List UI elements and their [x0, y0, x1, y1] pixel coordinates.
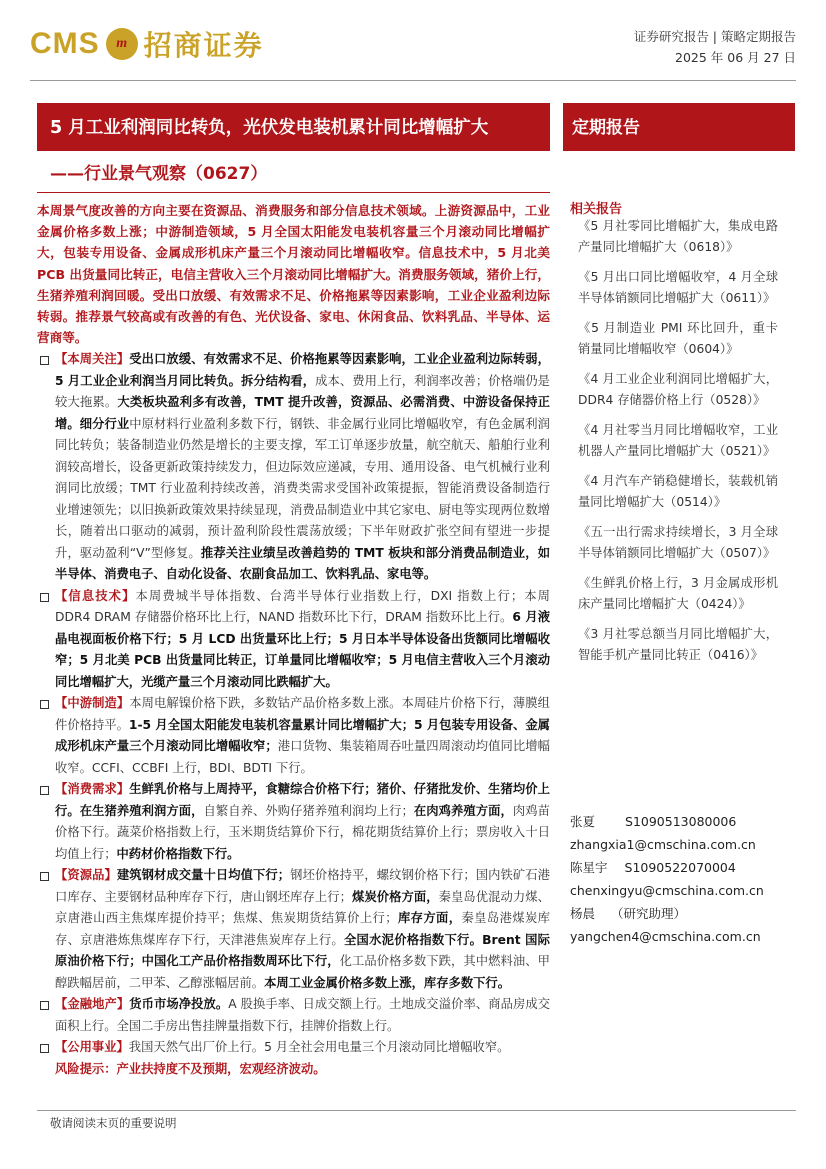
text-bold: 本周工业金属价格多数上涨，库存多数下行。	[264, 975, 511, 990]
text-bold: 受出口放缓、有效需求不足、价格拖累等因素影响，工业企业盈利边际转弱，5 月工业企业利润当月同比转负。拆分结构看，	[55, 352, 550, 388]
author-row	[570, 810, 764, 833]
checkbox-bullet-icon	[40, 786, 49, 795]
author-id: （研究助理）	[611, 906, 687, 921]
checkbox-bullet-icon	[40, 700, 49, 709]
footer-note: 敬请阅读末页的重要说明	[50, 1116, 177, 1130]
related-report-item[interactable]: 《4 月社零当月同比增幅收窄，工业机器人产量同比增幅扩大（0521）》	[578, 423, 778, 458]
side-title: 定期报告	[572, 118, 640, 138]
text-bold: 生鲜乳价格与上周持平，食糖综合价格下行；猪价、仔猪批发价、生猪均价上行。在生猪养殖利润方面，	[55, 782, 550, 818]
report-date: 2025 年 06 月 27 日	[675, 50, 796, 65]
text-bold: 煤炭价格方面，	[351, 889, 439, 904]
text-bold: 在肉鸡养殖方面，	[413, 803, 513, 818]
text-bold: 6 月液晶电视面板价格下行；5 月 LCD 出货量环比上行；5 月日本半导体设备出货额同比增幅收窄；5 月北美 PCB 出货量同比转正，订单量同比增幅收窄；5 月电信主营收入三个月滚动同比增幅扩大，光缆产量三个月滚动同比跌幅扩大。	[55, 610, 550, 689]
text: 肉鸡苗价格下行。蔬菜价格指数上行，玉米期货结算价下行，棉花期货结算价上行；票房收入十日均值上行；	[55, 803, 550, 861]
text: 成本、费用上行，利润率改善；价格端仍是较大拖累。	[55, 373, 550, 409]
header-meta	[634, 26, 796, 68]
text: 秦皇岛港煤炭库存、京唐港炼焦煤库存下行，天津港焦炭库存上行。	[55, 911, 550, 947]
section-tag: 【金融地产】	[55, 997, 130, 1011]
report-subtitle: ——行业景气观察（0627）	[50, 164, 268, 184]
subtitle-divider	[37, 192, 550, 193]
text-bold: 库存方面，	[397, 911, 462, 925]
author-email[interactable]: zhangxia1@cmschina.com.cn	[570, 837, 756, 852]
related-report-item[interactable]: 《5 月制造业 PMI 环比回升，重卡销量同比增幅收窄（0604）》	[578, 321, 778, 356]
header-divider	[30, 80, 796, 81]
logo-emblem-icon: m	[106, 28, 138, 60]
logo-text: CMS	[30, 27, 100, 60]
author-name: 张夏	[570, 814, 596, 829]
text-bold: 推荐关注业绩呈改善趋势的 TMT 板块和部分消费品制造业，如半导体、消费电子、自动化设备、农副食品加工、饮料乳品、家电等。	[55, 545, 551, 581]
section-resource	[37, 865, 550, 994]
text-bold: 中药材价格指数下行。	[116, 846, 240, 861]
text: 化工品价格多数下跌，其中燃料油、甲醇跌幅居前，二甲苯、乙醇涨幅居前。	[55, 954, 550, 990]
report-title: 5 月工业利润同比转负，光伏发电装机累计同比增幅扩大	[50, 118, 489, 138]
related-report-item[interactable]: 《5 月出口同比增幅收窄，4 月全球半导体销额同比增幅扩大（0611）》	[578, 270, 778, 305]
section-finance	[37, 994, 550, 1037]
checkbox-bullet-icon	[40, 356, 49, 365]
text: 秦皇岛优混动力煤、京唐港山西主焦煤库提价持平；焦煤、焦炭期货结算价上行；	[55, 889, 550, 925]
text-bold: 全国水泥价格指数下行。Brent 国际原油价格下行；中国化工产品价格指数周环比下行，	[55, 932, 550, 968]
section-tag: 【消费需求】	[55, 782, 130, 796]
section-utility	[37, 1037, 550, 1059]
company-logo	[30, 22, 264, 66]
related-report-item[interactable]: 《4 月工业企业利润同比增幅扩大，DDR4 存储器价格上行（0528）》	[578, 372, 778, 407]
text-bold: 建筑钢材成交量十日均值下行；	[116, 868, 291, 882]
risk-warning: 风险提示：产业扶持度不及预期，宏观经济波动。	[55, 1061, 326, 1076]
logo-company-name: 招商证券	[143, 29, 264, 62]
checkbox-bullet-icon	[40, 593, 49, 602]
author-email[interactable]: chenxingyu@cmschina.com.cn	[570, 883, 764, 898]
text: 我国天然气出厂价上行。5 月全社会用电量三个月滚动同比增幅收窄。	[128, 1040, 510, 1054]
text-bold: 大类板块盈利多有改善，TMT 提升改善，资源品、必需消费、中游设备保持正增。细分行业	[55, 395, 550, 431]
related-report-item[interactable]: 《3 月社零总额当月同比增幅扩大，智能手机产量同比转正（0416）》	[578, 627, 778, 662]
text: 自繁自养、外购仔猪养殖利润均上行；	[203, 803, 414, 818]
report-type: 证券研究报告 | 策略定期报告	[633, 29, 796, 44]
text: A 股换手率、日成交额上行。土地成交溢价率、商品房成交面积上行。全国二手房出售挂牌量指数下行，挂牌价指数上行。	[55, 997, 550, 1033]
section-mid	[37, 693, 550, 779]
author-name: 杨晨	[570, 906, 596, 921]
checkbox-bullet-icon	[40, 1044, 49, 1053]
text: 本周电解镍价格下跌，多数钴产品价格多数上涨。本周硅片价格下行，薄膜组件价格持平。	[55, 696, 550, 732]
checkbox-bullet-icon	[40, 1001, 49, 1010]
section-focus	[37, 349, 550, 586]
author-id: S1090513080006	[625, 814, 737, 829]
text: 本周费城半导体指数、台湾半导体行业指数上行，DXI 指数上行；本周 DDR4 DRAM 存储器价格环比上行，NAND 指数环比下行，DRAM 指数环比上行。	[55, 588, 550, 624]
author-row	[570, 902, 764, 925]
text: 港口货物、集装箱周吞吐量四周滚动均值同比增幅收窄。CCFI、CCBFI 上行，BDI、BDTI 下行。	[55, 739, 550, 775]
section-tag: 【公用事业】	[55, 1040, 129, 1054]
section-tag: 【中游制造】	[55, 696, 130, 710]
summary-paragraph: 本周景气度改善的方向主要在资源品、消费服务和部分信息技术领域。上游资源品中，工业金属价格多数上涨；中游制造领域，5 月全国太阳能发电装机容量三个月滚动同比增幅扩大，包装专用设备、金属成形机床产量三个月滚动同比增幅收窄。信息技术中，5 月北美 PCB 出货量同比转正，电信主营收入三个月滚动同比增幅扩大。消费服务领域，猪价上行，生猪养殖利润回暖。受出口放缓、有效需求不足、价格拖累等因素影响，工业企业盈利边际转弱。推荐景气较高或有改善的有色、光伏设备、家电、休闲食品、饮料乳品、半导体、运营商等。	[37, 203, 550, 346]
author-name: 陈星宇	[570, 860, 608, 875]
related-report-item[interactable]: 《4 月汽车产销稳健增长，装载机销量同比增幅扩大（0514）》	[578, 474, 778, 509]
text: 钢坯价格持平，螺纹钢价格下行；国内铁矿石港口库存、主要钢材品种库存下行，唐山钢坯库存上行；	[55, 868, 550, 904]
author-email[interactable]: yangchen4@cmschina.com.cn	[570, 929, 761, 944]
section-it	[37, 586, 550, 694]
related-report-item[interactable]: 《五一出行需求持续增长，3 月全球半导体销额同比增幅扩大（0507）》	[578, 525, 778, 560]
related-reports-list	[578, 216, 778, 675]
author-id: S1090522070004	[624, 860, 736, 875]
author-row	[570, 856, 764, 879]
text-bold: 1-5 月全国太阳能发电装机容量累计同比增幅扩大；5 月包装专用设备、金属成形机床产量三个月滚动同比增幅收窄；	[55, 717, 550, 753]
section-consumer	[37, 779, 550, 865]
related-report-item[interactable]: 《生鲜乳价格上行，3 月金属成形机床产量同比增幅扩大（0424）》	[578, 576, 778, 611]
related-report-item[interactable]: 《5 月社零同比增幅扩大，集成电路产量同比增幅扩大（0618）》	[578, 219, 778, 254]
related-reports-heading: 相关报告	[570, 202, 623, 217]
author-list	[570, 810, 764, 948]
section-tag: 【资源品】	[55, 868, 117, 882]
checkbox-bullet-icon	[40, 872, 49, 881]
section-tag: 【信息技术】	[55, 588, 136, 603]
report-body	[37, 349, 550, 1080]
section-tag: 【本周关注】	[55, 352, 130, 366]
footer-divider	[37, 1110, 796, 1111]
text: 中原材料行业盈利多数下行，钢铁、非金属行业同比增幅收窄，有色金属利润同比转负；装备制造业仍然是增长的主要支撑，军工订单逐步放量，航空航天、船舶行业利润较高增长，设备更新政策持续发力，但边际效应递减，专用、通用设备、电气机械行业利润同比放缓；TMT 行业盈利持续改善，消费类需求受国补政策提振，智能消费设备制造行业增速领先；以旧换新政策效果持续显现，消费品制造业中其它家电、厨电等实现两位数增长，随着出口驱动的减弱，预计盈利阶段性震荡放缓；下半年财政扩张空间有望进一步提升，驱动盈利“V”型修复。	[55, 416, 550, 560]
text-bold: 货币市场净投放。	[129, 997, 229, 1011]
